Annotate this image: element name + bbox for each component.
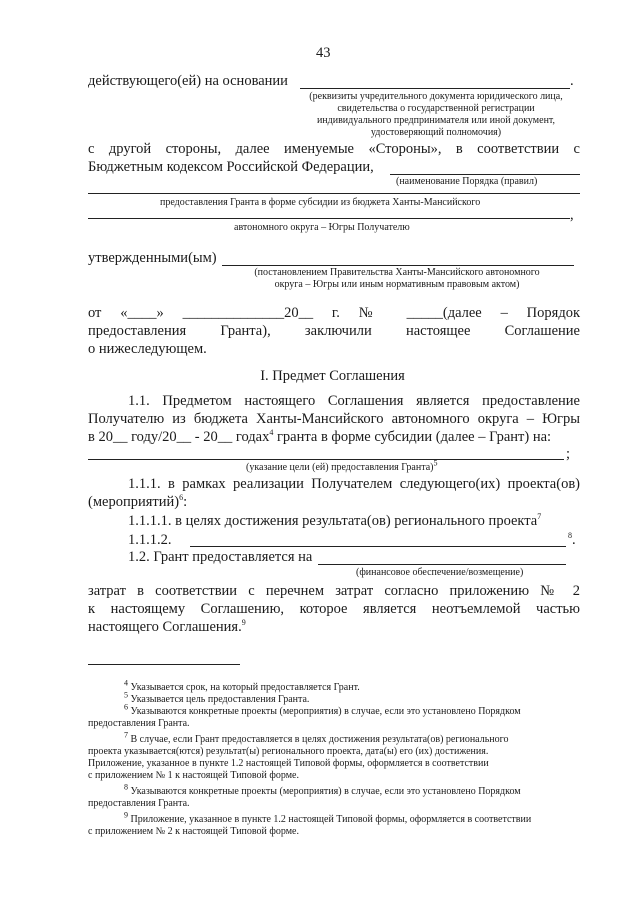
procedure-blank-3 — [88, 218, 570, 219]
date-line-2: предоставления Гранта), заключили настоящее Соглашение — [88, 323, 580, 339]
purpose-blank — [88, 459, 564, 460]
other-side-line-2: Бюджетным кодексом Российской Федерации, — [88, 159, 374, 175]
footnote-4: $^4$ Указывается срок, на который предоставляется Грант. — [124, 678, 360, 693]
para-1-1-line-2: Получателю из бюджета Ханты-Мансийского автономного округа – Югры — [88, 411, 580, 427]
procedure-comma: , — [570, 207, 574, 223]
para-1-1-1-line-1: 1.1.1. в рамках реализации Получателем следующего(их) проекта(ов) — [128, 476, 580, 492]
procedure-hint: (наименование Порядка (правил) — [396, 176, 538, 187]
para-1-2-line-3: к настоящему Соглашению, которое является неотъемлемой частью — [88, 601, 580, 617]
approved-text: утвержденными(ым) — [88, 250, 217, 266]
para-1-1-1-2-dot: $^8$. — [568, 531, 576, 548]
acting-basis-blank — [300, 88, 570, 89]
para-1-1-line-3: в 20__ году/20__ - 20__ годах$^4$ гранта в форме субсидии (далее – Грант) на: — [88, 428, 552, 445]
footnote-9: $^9$ Приложение, указанное в пункте 1.2 настоящей Типовой формы, оформляется в соответствии с приложением № 2 к настоящей Типовой форме. — [88, 810, 532, 837]
para-1-2-line-2: затрат в соответствии с перечнем затрат согласно приложению № 2 — [88, 583, 580, 599]
para-1-1-1-2: 1.1.1.2. — [128, 532, 172, 548]
footnote-6: $^6$ Указываются конкретные проекты (мероприятия) в случае, если это установлено Порядком предоставления Гранта. — [88, 702, 521, 729]
date-line-3: о нижеследующем. — [88, 341, 207, 357]
footnote-5: $^5$ Указывается цель предоставления Гранта. — [124, 690, 310, 705]
footnote-8: $^8$ Указываются конкретные проекты (мероприятия) в случае, если это установлено Порядком предоставления Гранта. — [88, 782, 521, 809]
para-1-2: 1.2. Грант предоставляется на — [128, 549, 313, 565]
purpose-semicolon: ; — [566, 446, 571, 462]
acting-basis-hint: (реквизиты учредительного документа юридического лица, свидетельства о государственной регистрации индивидуального предпринимателя или иной документ, удостоверяющий полномочия) — [309, 91, 563, 138]
acting-basis-text: действующего(ей) на основании — [88, 73, 288, 89]
district-line-text: автономного округа – Югры Получателю — [234, 222, 410, 233]
footnote-ref-4: 4 — [269, 428, 274, 438]
date-line-1: от «____» ______________20__ г. № _____(далее – Порядок — [88, 305, 580, 321]
procedure-blank-2 — [88, 193, 580, 194]
section-heading: I. Предмет Соглашения — [260, 368, 405, 384]
other-side-line-1: с другой стороны, далее именуемые «Стороны», в соответствии с — [88, 141, 580, 157]
para-1-1-1-line-2: (мероприятий)$^6$: — [88, 493, 188, 510]
para-1-2-line-4: настоящего Соглашения.$^9$ — [88, 618, 246, 635]
approved-hint: (постановлением Правительства Ханты-Мансийского автономного округа – Югры или иным нормативным правовым актом) — [254, 267, 540, 290]
footnotes — [88, 678, 580, 838]
footnote-7: $^7$ В случае, если Грант предоставляется в целях достижения результата(ов) регионального проекта указывается(ются) результат(ы) регионального проекта, дата(ы) его (их) достижения. Приложение, указанное в пункте 1.2 настоящей Типовой формы, оформляется в соответствии с приложением № 1 к настоящей Типовой форме. — [88, 730, 509, 781]
page-number: 43 — [316, 45, 331, 61]
para-1-2-hint: (финансовое обеспечение/возмещение) — [356, 567, 524, 578]
para-1-1-line-1: 1.1. Предметом настоящего Соглашения является предоставление — [128, 393, 580, 409]
acting-basis-dot: . — [570, 73, 574, 89]
para-1-1-1-1: 1.1.1.1. в целях достижения результата(ов) регионального проекта$^7$ — [128, 512, 542, 529]
para-1-2-blank — [318, 564, 566, 565]
footnote-separator — [88, 664, 240, 665]
procedure-blank — [390, 174, 580, 175]
purpose-hint: (указание цели (ей) предоставления Гранта)$^5$ — [246, 458, 438, 473]
para-1-1-1-2-blank — [190, 546, 566, 547]
approved-blank — [222, 265, 574, 266]
grant-line-text: предоставления Гранта в форме субсидии из бюджета Ханты-Мансийского — [160, 197, 481, 208]
